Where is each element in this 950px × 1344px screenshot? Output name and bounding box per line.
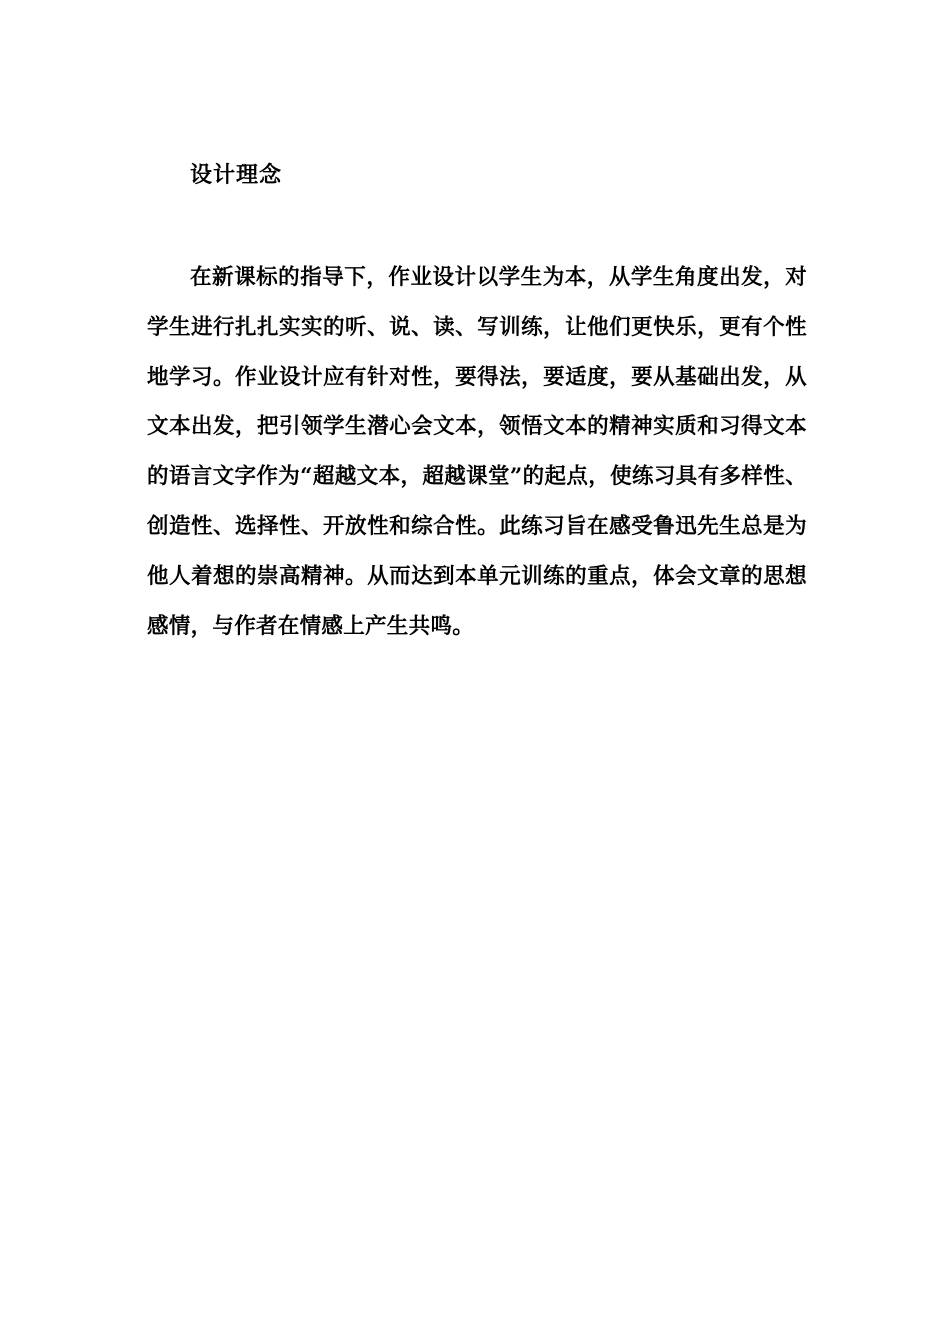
body-paragraph: 在新课标的指导下，作业设计以学生为本，从学生角度出发，对学生进行扎扎实实的听、说、读、写训练，让他们更快乐，更有个性地学习。作业设计应有针对性，要得法，要适度，要从基础出发，从文本出发，把引领学生潜心会文本，领悟文本的精神实质和习得文本的语言文字作为“超越文本，超越课堂”的起点，使练习具有多样性、创造性、选择性、开放性和综合性。此练习旨在感受鲁迅先生总是为他人着想的崇高精神。从而达到本单元训练的重点，体会文章的思想感情，与作者在情感上产生共鸣。 xyxy=(147,265,807,639)
section-heading: 设计理念 xyxy=(190,162,283,188)
